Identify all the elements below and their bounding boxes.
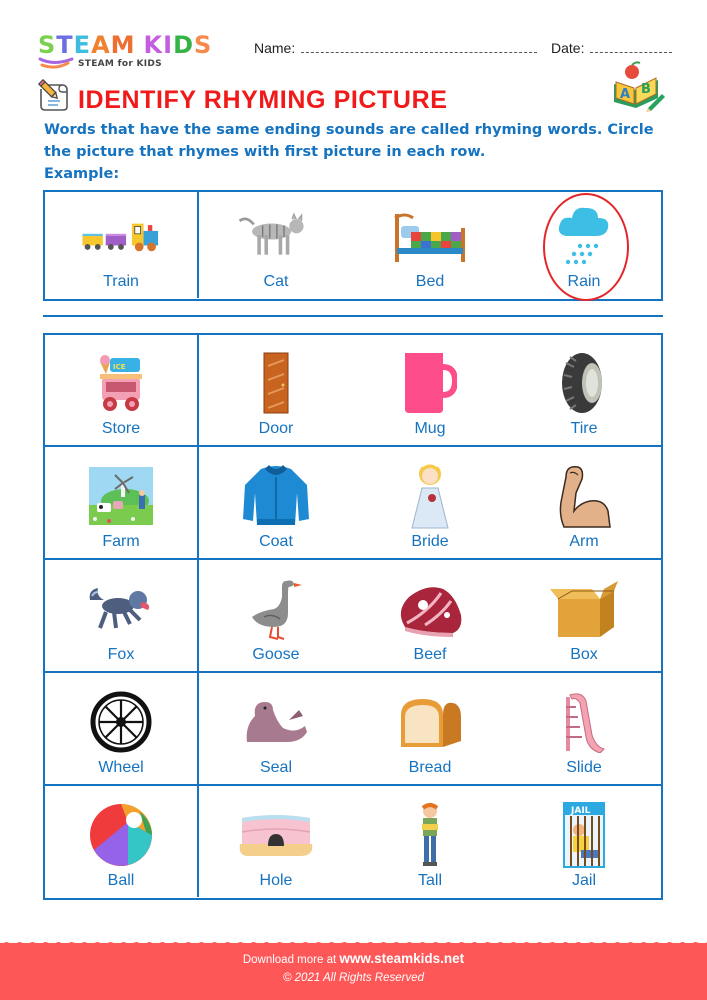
option-label: Rain [567,273,601,290]
example-row [45,192,661,298]
name-field[interactable] [254,40,537,56]
option-label: Door [258,420,294,438]
bride-icon [390,463,470,529]
option-cell[interactable] [507,447,661,558]
mug-icon [390,350,470,416]
date-field[interactable] [551,40,672,56]
section-divider [43,315,663,317]
exercise-row [45,558,661,671]
option-label: Box [570,646,598,664]
beach-ball-icon [81,802,161,868]
ice-cream-cart-icon [81,350,161,416]
train-icon [81,203,161,269]
option-label: Mug [414,420,446,438]
seal-icon [236,689,316,755]
fox-icon [81,576,161,642]
option-cell[interactable] [199,786,353,897]
coat-icon [236,463,316,529]
footer-url-link[interactable]: www.steamkids.net [339,951,465,966]
prompt-label: Ball [107,871,135,889]
date-label: Date: [551,40,585,56]
prompt-cell [45,560,199,671]
option-label: Jail [571,871,596,889]
option-label: Seal [259,759,293,777]
footer-download-prefix: Download more at [242,954,337,966]
exercise-row [45,784,661,897]
svg-text:ICE: ICE [113,363,126,372]
tall-boy-icon [390,802,470,868]
box-icon [544,576,624,642]
option-cell[interactable] [353,673,507,784]
prompt-cell [45,335,199,445]
prompt-label: Fox [107,646,135,664]
option-cell[interactable] [507,335,661,445]
option-cell[interactable] [199,447,353,558]
jail-icon [544,802,624,868]
logo-tagline: STEAM for KIDS [78,59,162,69]
prompt-cell [45,673,199,784]
prompt-label: Wheel [98,759,144,777]
wheel-icon [81,689,161,755]
option-label: Arm [569,533,599,551]
option-label: Coat [259,533,293,551]
option-cell[interactable] [507,560,661,671]
instructions-text: Words that have the same ending sounds are called rhyming words. Circle the picture that rhymes with first picture in each row. [44,122,654,160]
bed-icon [390,203,470,269]
logo-swoosh-icon [38,56,74,70]
abc-book-icon [606,60,666,112]
option-label: Tire [570,420,598,438]
exercise-row [45,445,661,558]
cat-icon [236,203,316,269]
option-cell[interactable] [353,335,507,445]
option-cell[interactable] [199,335,353,445]
prompt-label: Store [101,420,141,438]
option-cell[interactable] [199,560,353,671]
option-label: Bride [411,533,449,551]
footer-text [0,951,707,984]
example-option-cat[interactable] [199,192,353,298]
option-label: Beef [413,646,447,664]
page-title: IDENTIFY RHYMING PICTURE [78,86,448,114]
option-cell[interactable] [353,560,507,671]
prompt-cell [45,786,199,897]
goose-icon [236,576,316,642]
footer-download-line [0,951,707,966]
name-label: Name: [254,40,296,56]
slide-icon [544,689,624,755]
beef-icon [390,576,470,642]
option-label: Goose [252,646,300,664]
prompt-cell [45,447,199,558]
exercise-grid [43,333,663,900]
option-cell[interactable] [353,447,507,558]
svg-text:B: B [641,82,651,97]
pencil-scroll-icon [36,79,70,111]
option-cell[interactable] [507,786,661,897]
prompt-label: Farm [102,533,140,551]
farm-icon [81,463,161,529]
tire-icon [544,350,624,416]
example-prompt-cell [45,192,199,298]
example-option-rain[interactable] [507,192,661,298]
arm-icon [544,463,624,529]
bread-icon [390,689,470,755]
footer-copyright: © 2021 All Rights Reserved [282,972,424,984]
rain-cloud-icon [544,203,624,269]
steam-kids-logo [38,32,238,72]
option-label: Hole [259,871,293,889]
option-label: Cat [263,273,289,290]
option-label: Bread [408,759,452,777]
example-label: Example: [44,166,120,182]
door-icon [236,350,316,416]
exercise-row [45,671,661,784]
example-grid [43,190,663,301]
logo-wordmark: STEAM KIDS [38,31,213,59]
option-label: Slide [566,759,602,777]
svg-text:JAIL: JAIL [571,805,591,816]
example-option-bed[interactable] [353,192,507,298]
option-cell[interactable] [199,673,353,784]
option-cell[interactable] [353,786,507,897]
exercise-row [45,335,661,445]
option-label: Tall [417,871,442,889]
option-cell[interactable] [507,673,661,784]
hole-icon [236,802,316,868]
svg-text:A: A [620,87,631,102]
example-prompt-label: Train [103,273,139,290]
option-label: Bed [415,273,445,290]
